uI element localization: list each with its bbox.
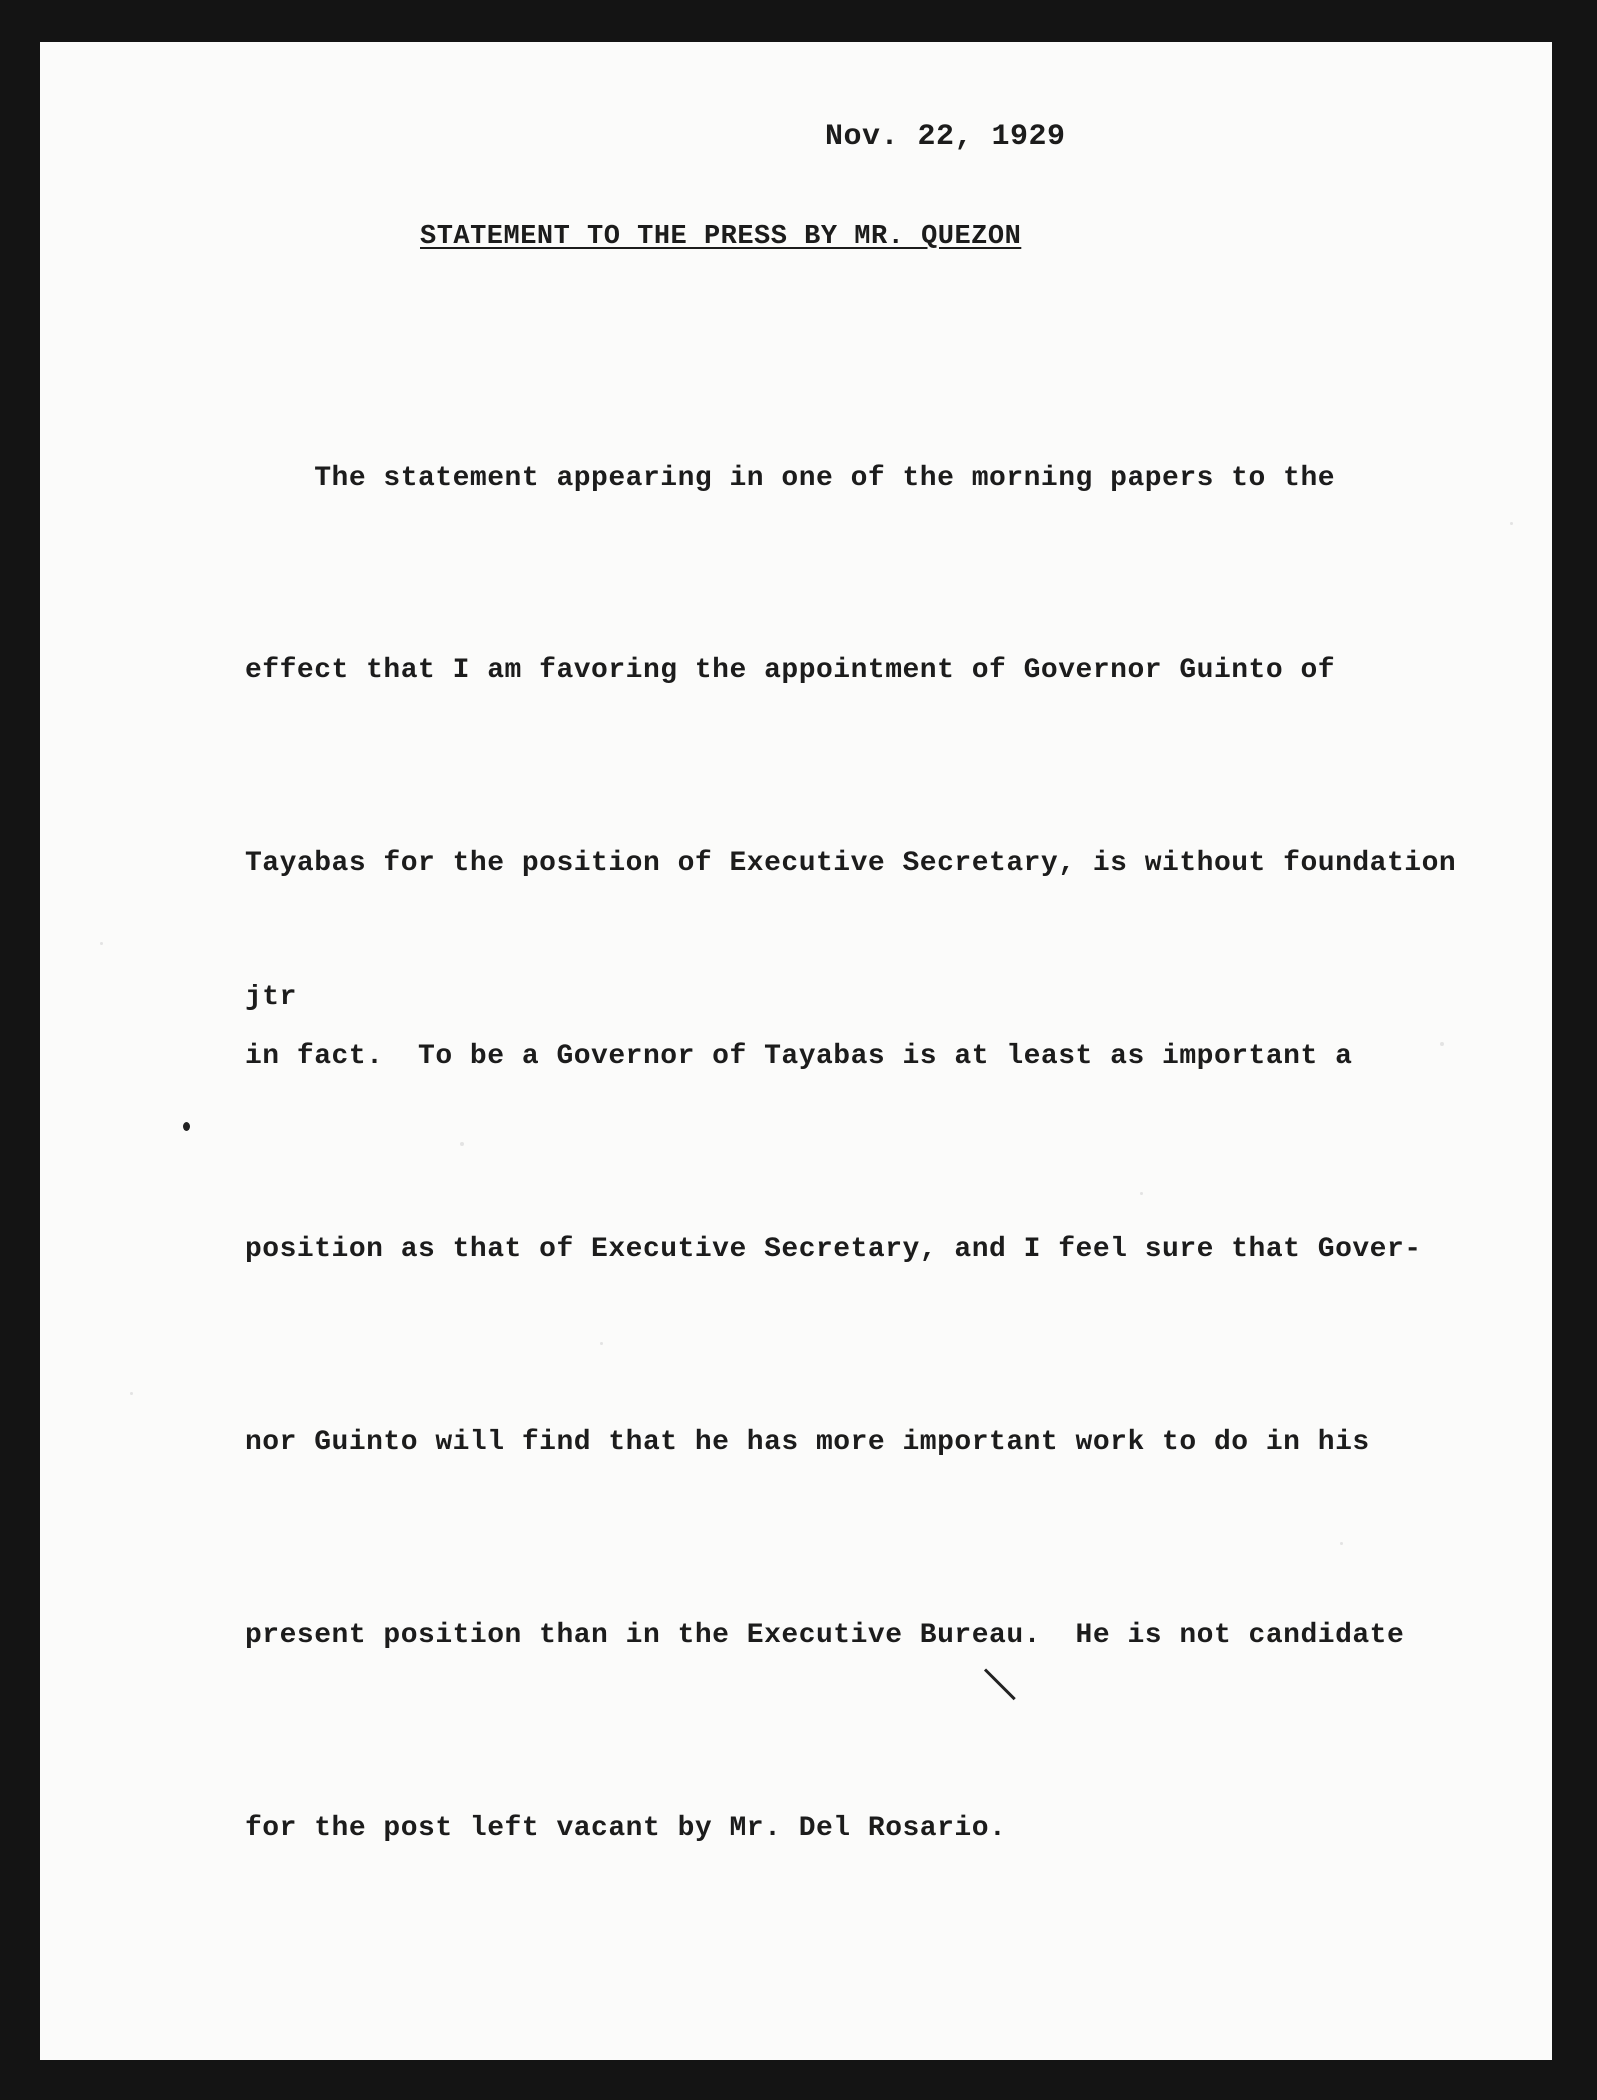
body-line: for the post left vacant by Mr. Del Rosario. bbox=[245, 1812, 1007, 1844]
body-line: present position than in the Executive Bureau. He is not candidate bbox=[245, 1619, 1405, 1651]
typist-initials: jtr bbox=[245, 982, 297, 1013]
body-line: The statement appearing in one of the morning papers to the bbox=[245, 462, 1336, 494]
document-date: Nov. 22, 1929 bbox=[825, 120, 1066, 154]
body-line: Tayabas for the position of Executive Secretary, is without foundation bbox=[245, 848, 1457, 880]
ink-dot bbox=[183, 1122, 190, 1131]
body-line: position as that of Executive Secretary, and I feel sure that Gover- bbox=[245, 1234, 1422, 1266]
speckle bbox=[130, 1392, 133, 1395]
body-line: in fact. To be a Governor of Tayabas is at least as important a bbox=[245, 1041, 1353, 1073]
speckle bbox=[100, 942, 103, 945]
body-line: effect that I am favoring the appointment of Governor Guinto of bbox=[245, 655, 1336, 687]
body-line: nor Guinto will find that he has more important work to do in his bbox=[245, 1427, 1370, 1459]
speckle bbox=[1510, 522, 1513, 525]
statement-body bbox=[245, 318, 1456, 1990]
document-title: STATEMENT TO THE PRESS BY MR. QUEZON bbox=[420, 222, 1022, 252]
